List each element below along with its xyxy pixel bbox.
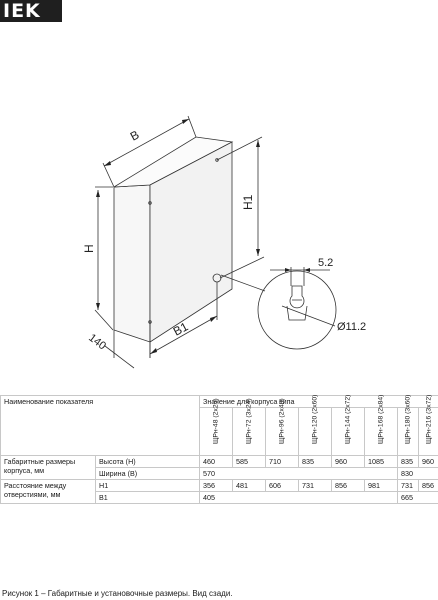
table-cell: 665	[398, 492, 438, 504]
type-header: ЩРн-216 (3х72)	[419, 408, 438, 456]
value-header: Значение для корпуса типа	[200, 396, 438, 408]
row-label: Н1	[96, 480, 200, 492]
dim-label-b1: B1	[170, 319, 191, 339]
box-front-face	[114, 185, 150, 342]
table-cell: 981	[365, 480, 398, 492]
dimension-table	[0, 395, 438, 504]
table-cell: 710	[266, 456, 299, 468]
type-header: ЩРн-48 (2х24)	[200, 408, 233, 456]
row-label: Высота (Н)	[96, 456, 200, 468]
table-cell: 460	[200, 456, 233, 468]
table-cell: 1085	[365, 456, 398, 468]
row-group-label: Расстояние между отверстиями, мм	[1, 480, 96, 504]
type-header: ЩРн-180 (3х60)	[398, 408, 419, 456]
table-cell: 585	[233, 456, 266, 468]
table-cell: 731	[398, 480, 419, 492]
type-header: ЩРн-96 (2х48)	[266, 408, 299, 456]
dim-label-b: B	[127, 127, 142, 144]
table-cell: 830	[398, 468, 438, 480]
table-cell: 606	[266, 480, 299, 492]
figure-caption: Рисунок 1 – Габаритные и установочные размеры. Вид сзади.	[2, 589, 233, 598]
table-cell: 856	[332, 480, 365, 492]
dim-label-depth: 140	[86, 331, 109, 353]
dim-label-hole-diameter: Ø11.2	[337, 321, 367, 333]
type-header: ЩРн-168 (2х84)	[365, 408, 398, 456]
table-cell: 731	[299, 480, 332, 492]
table-cell: 570	[200, 468, 398, 480]
row-label: Ширина (В)	[96, 468, 200, 480]
table-row	[1, 456, 438, 468]
table-cell: 960	[419, 456, 438, 468]
type-header: ЩРн-120 (2х60)	[299, 408, 332, 456]
keyhole-slot	[290, 286, 304, 308]
table-cell: 405	[200, 492, 398, 504]
table-cell: 856	[419, 480, 438, 492]
table-cell: 835	[299, 456, 332, 468]
table-row	[1, 480, 438, 492]
row-label: В1	[96, 492, 200, 504]
dim-label-h1: H1	[241, 194, 255, 210]
detail-circle	[258, 271, 336, 349]
table-cell: 481	[233, 480, 266, 492]
row-group-label: Габаритные размеры корпуса, мм	[1, 456, 96, 480]
type-header: ЩРн-144 (2х72)	[332, 408, 365, 456]
dim-label-h: H	[82, 244, 96, 253]
table-cell: 960	[332, 456, 365, 468]
logo-text: IEK	[3, 0, 41, 22]
type-header: ЩРн-72 (3х24)	[233, 408, 266, 456]
param-header: Наименование показателя	[1, 396, 200, 456]
table-cell: 835	[398, 456, 419, 468]
table-cell: 356	[200, 480, 233, 492]
dim-label-slot-width: 5.2	[318, 257, 334, 269]
